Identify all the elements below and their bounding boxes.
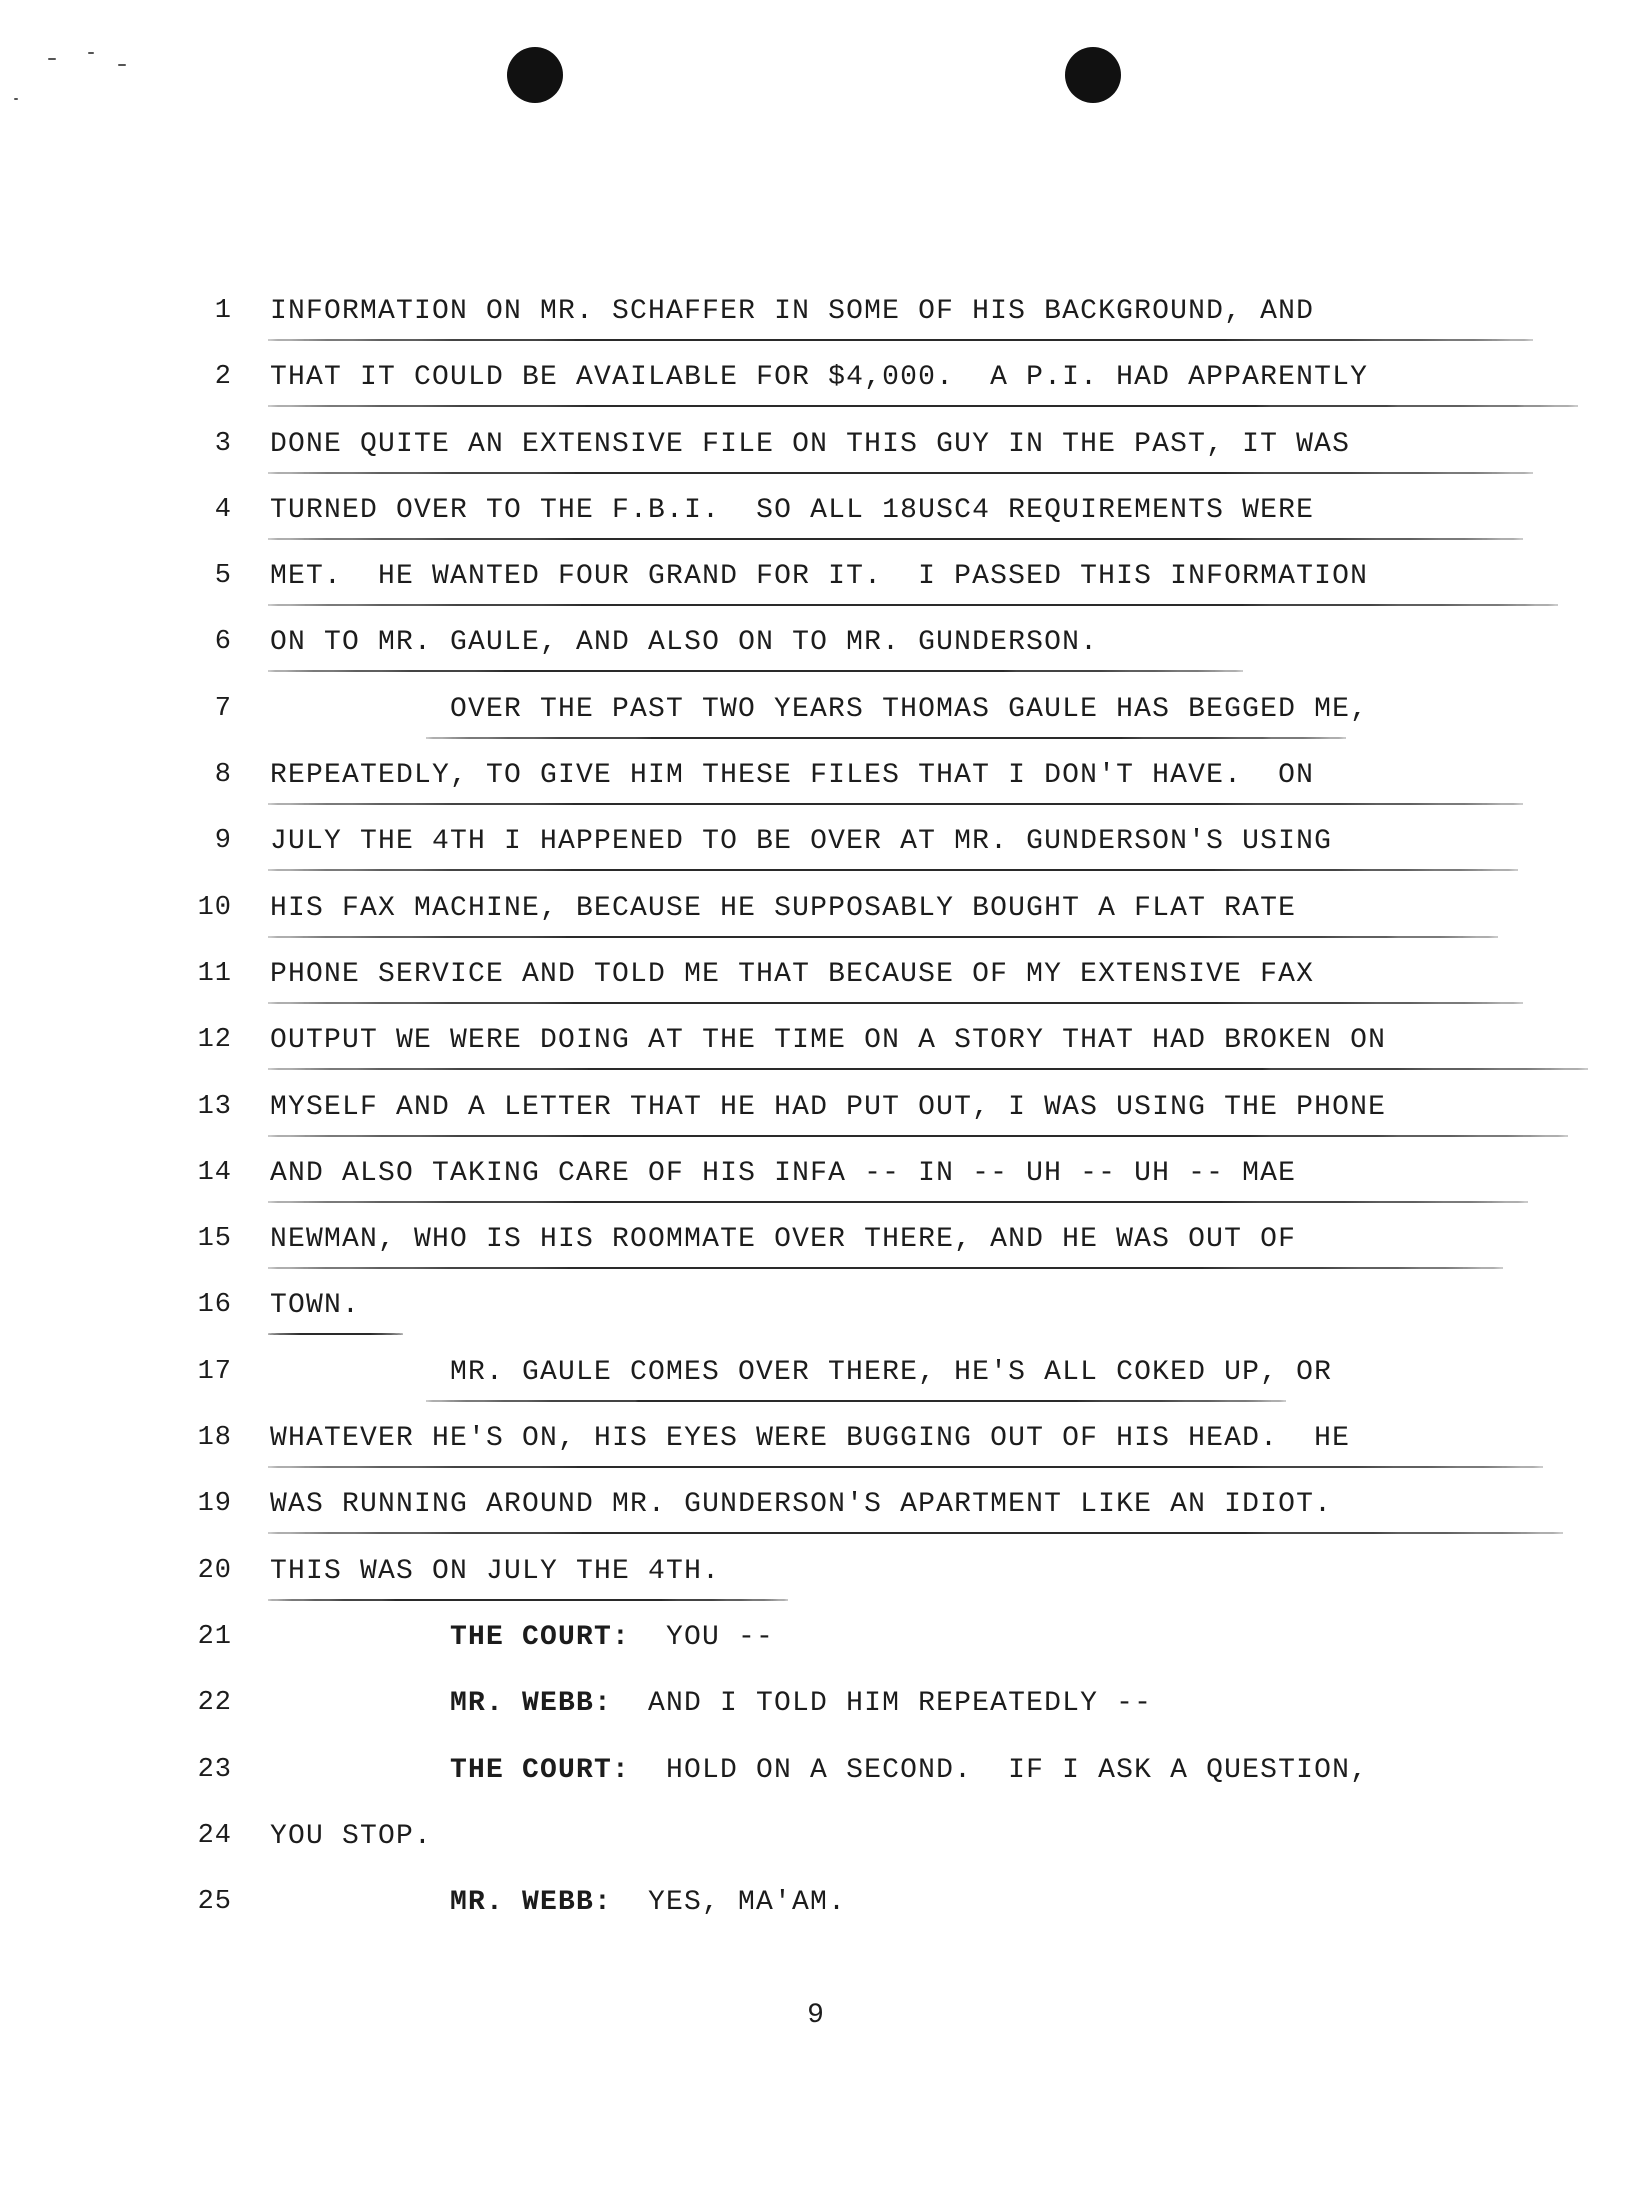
line-number: 2 <box>214 362 232 393</box>
transcript-line <box>170 1284 1570 1350</box>
speech-text: AND I TOLD HIM REPEATEDLY -- <box>612 1688 1153 1720</box>
line-text: MYSELF AND A LETTER THAT HE HAD PUT OUT, I WAS USING THE PHONE <box>270 1091 1387 1123</box>
line-number: 16 <box>197 1290 232 1321</box>
speaker-label: THE COURT: <box>450 1621 631 1653</box>
line-text: JULY THE 4TH I HAPPENED TO BE OVER AT MR. GUNDERSON'S USING <box>270 826 1333 858</box>
line-text: OVER THE PAST TWO YEARS THOMAS GAULE HAS BEGGED ME, <box>450 693 1369 725</box>
speech-text: YES, MA'AM. <box>612 1887 847 1919</box>
line-number: 20 <box>197 1555 232 1586</box>
line-number: 5 <box>214 561 232 592</box>
line-number: 23 <box>197 1754 232 1785</box>
line-number: 21 <box>197 1621 232 1652</box>
line-number: 6 <box>214 627 232 658</box>
line-number: 8 <box>214 760 232 791</box>
transcript-line <box>170 688 1570 754</box>
line-text <box>450 1755 1368 1786</box>
transcript-line <box>170 1815 1570 1881</box>
transcript-line <box>170 1749 1570 1815</box>
transcript-lines <box>170 290 1570 1947</box>
transcript-line <box>170 1218 1570 1284</box>
handwritten-underline <box>268 1135 1568 1137</box>
transcript-line <box>170 1483 1570 1549</box>
transcript-line <box>170 953 1570 1019</box>
line-text: MR. GAULE COMES OVER THERE, HE'S ALL COKED UP, OR <box>450 1356 1333 1388</box>
handwritten-underline <box>268 604 1558 606</box>
transcript-line <box>170 1550 1570 1616</box>
speech-text: HOLD ON A SECOND. IF I ASK A QUESTION, <box>630 1754 1369 1786</box>
scan-speck <box>118 64 126 66</box>
line-text: DONE QUITE AN EXTENSIVE FILE ON THIS GUY IN THE PAST, IT WAS <box>270 428 1351 460</box>
speech-text: YOU -- <box>630 1621 775 1653</box>
line-number: 9 <box>214 826 232 857</box>
line-text: WHATEVER HE'S ON, HIS EYES WERE BUGGING OUT OF HIS HEAD. HE <box>270 1423 1351 1455</box>
handwritten-underline <box>268 1599 788 1601</box>
line-number: 25 <box>197 1887 232 1918</box>
transcript-line <box>170 1682 1570 1748</box>
line-number: 12 <box>197 1025 232 1056</box>
line-text: THAT IT COULD BE AVAILABLE FOR $4,000. A P.I. HAD APPARENTLY <box>270 362 1369 394</box>
line-number: 4 <box>214 494 232 525</box>
transcript-line <box>170 356 1570 422</box>
handwritten-underline <box>268 538 1523 540</box>
binder-hole-right <box>1065 47 1121 103</box>
handwritten-underline <box>268 1333 403 1335</box>
handwritten-underline <box>268 1532 1563 1534</box>
line-text: NEWMAN, WHO IS HIS ROOMMATE OVER THERE, AND HE WAS OUT OF <box>270 1224 1297 1256</box>
line-number: 3 <box>214 428 232 459</box>
scan-speck <box>88 52 94 54</box>
line-number: 15 <box>197 1224 232 1255</box>
handwritten-underline <box>268 1068 1588 1070</box>
transcript-line <box>170 1417 1570 1483</box>
speaker-label: THE COURT: <box>450 1754 631 1786</box>
page-number: 9 <box>807 2000 824 2031</box>
line-text <box>450 1887 846 1918</box>
line-number: 10 <box>197 892 232 923</box>
scan-speck <box>48 58 56 60</box>
transcript-line <box>170 290 1570 356</box>
handwritten-underline <box>268 803 1523 805</box>
transcript-line <box>170 887 1570 953</box>
line-text <box>450 1688 1152 1719</box>
transcript-line <box>170 1616 1570 1682</box>
line-text <box>450 1622 774 1653</box>
scan-speck <box>14 98 18 100</box>
line-number: 22 <box>197 1688 232 1719</box>
transcript-line <box>170 1152 1570 1218</box>
speaker-label: MR. WEBB: <box>450 1887 613 1919</box>
line-number: 19 <box>197 1489 232 1520</box>
line-text: WAS RUNNING AROUND MR. GUNDERSON'S APARTMENT LIKE AN IDIOT. <box>270 1489 1333 1521</box>
transcript-line <box>170 621 1570 687</box>
line-text: ON TO MR. GAULE, AND ALSO ON TO MR. GUNDERSON. <box>270 627 1099 659</box>
handwritten-underline <box>426 737 1346 739</box>
transcript-line <box>170 1019 1570 1085</box>
line-text: YOU STOP. <box>270 1820 433 1852</box>
line-text: TURNED OVER TO THE F.B.I. SO ALL 18USC4 REQUIREMENTS WERE <box>270 494 1315 526</box>
binder-hole-left <box>507 47 563 103</box>
line-number: 17 <box>197 1356 232 1387</box>
handwritten-underline <box>268 1201 1528 1203</box>
handwritten-underline <box>268 1466 1543 1468</box>
handwritten-underline <box>268 936 1498 938</box>
line-number: 14 <box>197 1157 232 1188</box>
handwritten-underline <box>268 869 1518 871</box>
line-text: OUTPUT WE WERE DOING AT THE TIME ON A STORY THAT HAD BROKEN ON <box>270 1025 1387 1057</box>
transcript-line <box>170 555 1570 621</box>
line-number: 11 <box>197 958 232 989</box>
handwritten-underline <box>426 1400 1286 1402</box>
line-text: REPEATEDLY, TO GIVE HIM THESE FILES THAT I DON'T HAVE. ON <box>270 760 1315 792</box>
handwritten-underline <box>268 405 1578 407</box>
line-text: INFORMATION ON MR. SCHAFFER IN SOME OF HIS BACKGROUND, AND <box>270 296 1315 327</box>
line-text: MET. HE WANTED FOUR GRAND FOR IT. I PASSED THIS INFORMATION <box>270 561 1369 593</box>
transcript-line <box>170 1351 1570 1417</box>
transcript-line <box>170 820 1570 886</box>
handwritten-underline <box>268 472 1533 474</box>
line-text: HIS FAX MACHINE, BECAUSE HE SUPPOSABLY BOUGHT A FLAT RATE <box>270 892 1297 924</box>
line-number: 1 <box>214 296 232 326</box>
line-text: THIS WAS ON JULY THE 4TH. <box>270 1555 721 1587</box>
handwritten-underline <box>268 1002 1523 1004</box>
line-text: AND ALSO TAKING CARE OF HIS INFA -- IN -- UH -- UH -- MAE <box>270 1157 1297 1189</box>
transcript-line <box>170 423 1570 489</box>
transcript-line <box>170 754 1570 820</box>
handwritten-underline <box>268 1267 1503 1269</box>
line-number: 24 <box>197 1820 232 1851</box>
handwritten-underline <box>268 339 1533 341</box>
transcript-line <box>170 489 1570 555</box>
speaker-label: MR. WEBB: <box>450 1688 613 1720</box>
line-text: PHONE SERVICE AND TOLD ME THAT BECAUSE OF MY EXTENSIVE FAX <box>270 958 1315 990</box>
line-number: 13 <box>197 1091 232 1122</box>
transcript-line <box>170 1881 1570 1947</box>
transcript-line <box>170 1086 1570 1152</box>
line-number: 7 <box>214 693 232 724</box>
handwritten-underline <box>268 670 1243 672</box>
line-text: TOWN. <box>270 1290 361 1322</box>
line-number: 18 <box>197 1423 232 1454</box>
